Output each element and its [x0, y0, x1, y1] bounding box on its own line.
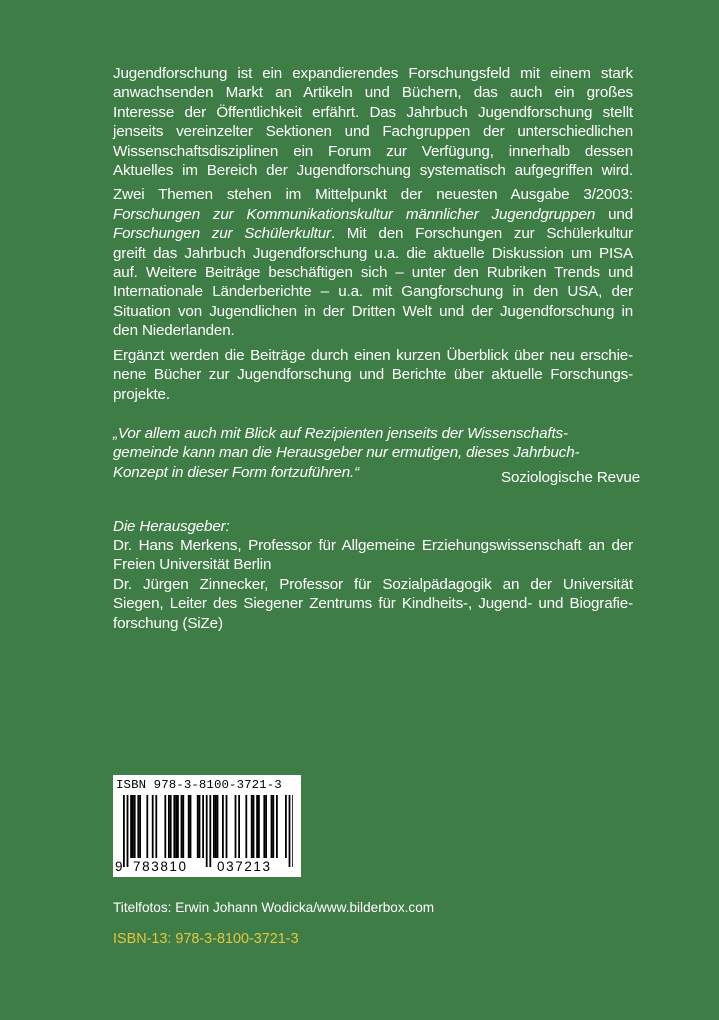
text-line: den Niederlanden. — [113, 322, 235, 340]
text-line — [113, 224, 633, 243]
text-line: Jugendforschung ist ein expandierendes Forschungsfeld mit einem stark — [113, 65, 633, 82]
quote-line: Konzept in dieser Form fortzuführen.“ — [113, 463, 360, 481]
text-line — [113, 205, 633, 224]
barcode-bar — [199, 795, 201, 858]
text-line: Situation von Jugendlichen in der Dritten Welt und der Jugendforschung in — [113, 302, 633, 320]
text-line: jenseits vereinzelter Sektionen und Fachgruppen der unterschiedlichen — [113, 123, 633, 141]
topic-title: Forschungen zur Kommunikationskultur männlicher Jugendgruppen — [113, 205, 596, 223]
barcode-bar — [123, 795, 125, 867]
text-line: projekte. — [113, 385, 170, 403]
barcode-bar — [251, 795, 253, 858]
editor-line: Freien Universität Berlin — [113, 556, 272, 574]
barcode-bar — [265, 795, 267, 858]
summary-paragraph — [113, 346, 633, 404]
barcode-bar — [197, 795, 199, 858]
text-line: anwachsenden Markt an Artikeln und Büchern, das auch ein großes — [113, 84, 633, 102]
barcode-bar — [285, 795, 287, 858]
barcode-bar — [175, 795, 177, 858]
editors-section — [113, 517, 633, 633]
barcode-bar — [289, 795, 291, 867]
text-line: greift das Jahrbuch Jugendforschung u.a. die aktuelle Diskussion um PISA — [113, 244, 633, 262]
barcode-bars — [123, 795, 293, 867]
barcode-digit-first: 9 — [115, 859, 123, 874]
editor-line: Dr. Jürgen Zinnecker, Professor für Sozialpädagogik an der Universität — [113, 575, 633, 593]
text-line: Zwei Themen stehen im Mittelpunkt der neuesten Ausgabe 3/2003: — [113, 186, 633, 204]
barcode-bar — [137, 795, 139, 858]
barcode-bar — [256, 795, 258, 858]
isbn-barcode — [113, 775, 301, 877]
barcode-bar — [217, 795, 219, 858]
photo-credit: Titelfotos: Erwin Johann Wodicka/www.bilderbox.com — [113, 900, 435, 915]
barcode-bar — [177, 795, 179, 858]
text-line: Wissenschaftsdisziplinen ein Forum zur Verfügung, innerhalb dessen — [113, 142, 633, 160]
barcode-bar — [271, 795, 273, 858]
barcode-bar — [258, 795, 260, 858]
text-line: Interesse der Öffentlichkeit erfährt. Das Jahrbuch Jugendforschung stellt — [113, 103, 633, 121]
barcode-bar — [238, 795, 240, 858]
editor-line: Dr. Hans Merkens, Professor für Allgemeine Erziehungswissenschaft an der — [113, 536, 633, 554]
barcode-bar — [276, 795, 278, 858]
isbn13-label: ISBN-13: 978-3-8100-3721-3 — [113, 931, 299, 947]
barcode-digits-left: 783810 — [133, 859, 188, 874]
quote-line: gemeinde kann man die Herausgeber nur ermutigen, dieses Jahrbuch- — [113, 444, 580, 462]
barcode-bar — [215, 795, 217, 858]
barcode-bar — [190, 795, 192, 858]
barcode-bar — [222, 795, 224, 858]
barcode-bar — [130, 795, 132, 858]
text-line: Internationale Länderberichte – u.a. mit Gangforschung in den USA, der — [113, 283, 633, 301]
barcode-bar — [134, 795, 136, 858]
quote-source: Soziologische Revue — [501, 469, 640, 487]
back-cover-text — [113, 64, 640, 633]
barcode-bar — [202, 795, 204, 858]
topic-title: Forschungen zur Schülerkultur — [113, 225, 331, 243]
barcode-bar — [213, 795, 215, 858]
barcode-bar — [127, 795, 129, 867]
barcode-bar — [173, 795, 175, 858]
text-fragment: und — [595, 205, 633, 223]
barcode-bar — [182, 795, 184, 858]
barcode-bar — [146, 795, 148, 858]
barcode-bar — [139, 795, 141, 858]
barcode-bar — [170, 795, 172, 858]
text-line: auf. Weitere Beiträge beschäftigen sich – unter den Rubriken Trends und — [113, 264, 633, 282]
barcode-bar — [132, 795, 134, 858]
barcode-bar — [245, 795, 247, 858]
barcode-bar — [164, 795, 166, 858]
barcode-bar — [272, 795, 274, 858]
barcode-bar — [188, 795, 190, 858]
text-line: nene Bücher zur Jugendforschung und Berichte über aktuelle Forschungs- — [113, 366, 633, 384]
barcode-bar — [155, 795, 157, 858]
barcode-bar — [253, 795, 255, 858]
text-line: Ergänzt werden die Beiträge durch einen kurzen Überblick über neu erschie- — [113, 346, 633, 364]
barcode-bar — [226, 795, 228, 858]
text-line: Aktuelles im Bereich der Jugendforschung systematisch aufgegriffen wird. — [113, 162, 633, 180]
editor-line: Siegen, Leiter des Siegener Zentrums für Kindheits-, Jugend- und Biografie- — [113, 595, 633, 613]
barcode-isbn-label: ISBN 978-3-8100-3721-3 — [116, 778, 282, 792]
barcode-bar — [292, 795, 293, 867]
quote-line: „Vor allem auch mit Blick auf Rezipienten jenseits der Wissenschafts- — [113, 424, 568, 442]
intro-paragraph — [113, 64, 633, 180]
barcode-bar — [206, 795, 208, 867]
text-fragment: . Mit den Forschungen zur Schülerkultur — [330, 225, 634, 243]
barcode-bar — [152, 795, 154, 858]
barcode-bar — [181, 795, 183, 858]
review-quote — [113, 424, 640, 488]
editor-line: forschung (SiZe) — [113, 614, 223, 632]
topics-paragraph — [113, 185, 633, 340]
editors-heading: Die Herausgeber: — [113, 517, 230, 535]
barcode-bar — [263, 795, 265, 858]
barcode-bar — [235, 795, 237, 858]
barcode-bar — [168, 795, 170, 858]
barcode-bar — [209, 795, 211, 867]
barcode-digits-right: 037213 — [217, 859, 272, 874]
